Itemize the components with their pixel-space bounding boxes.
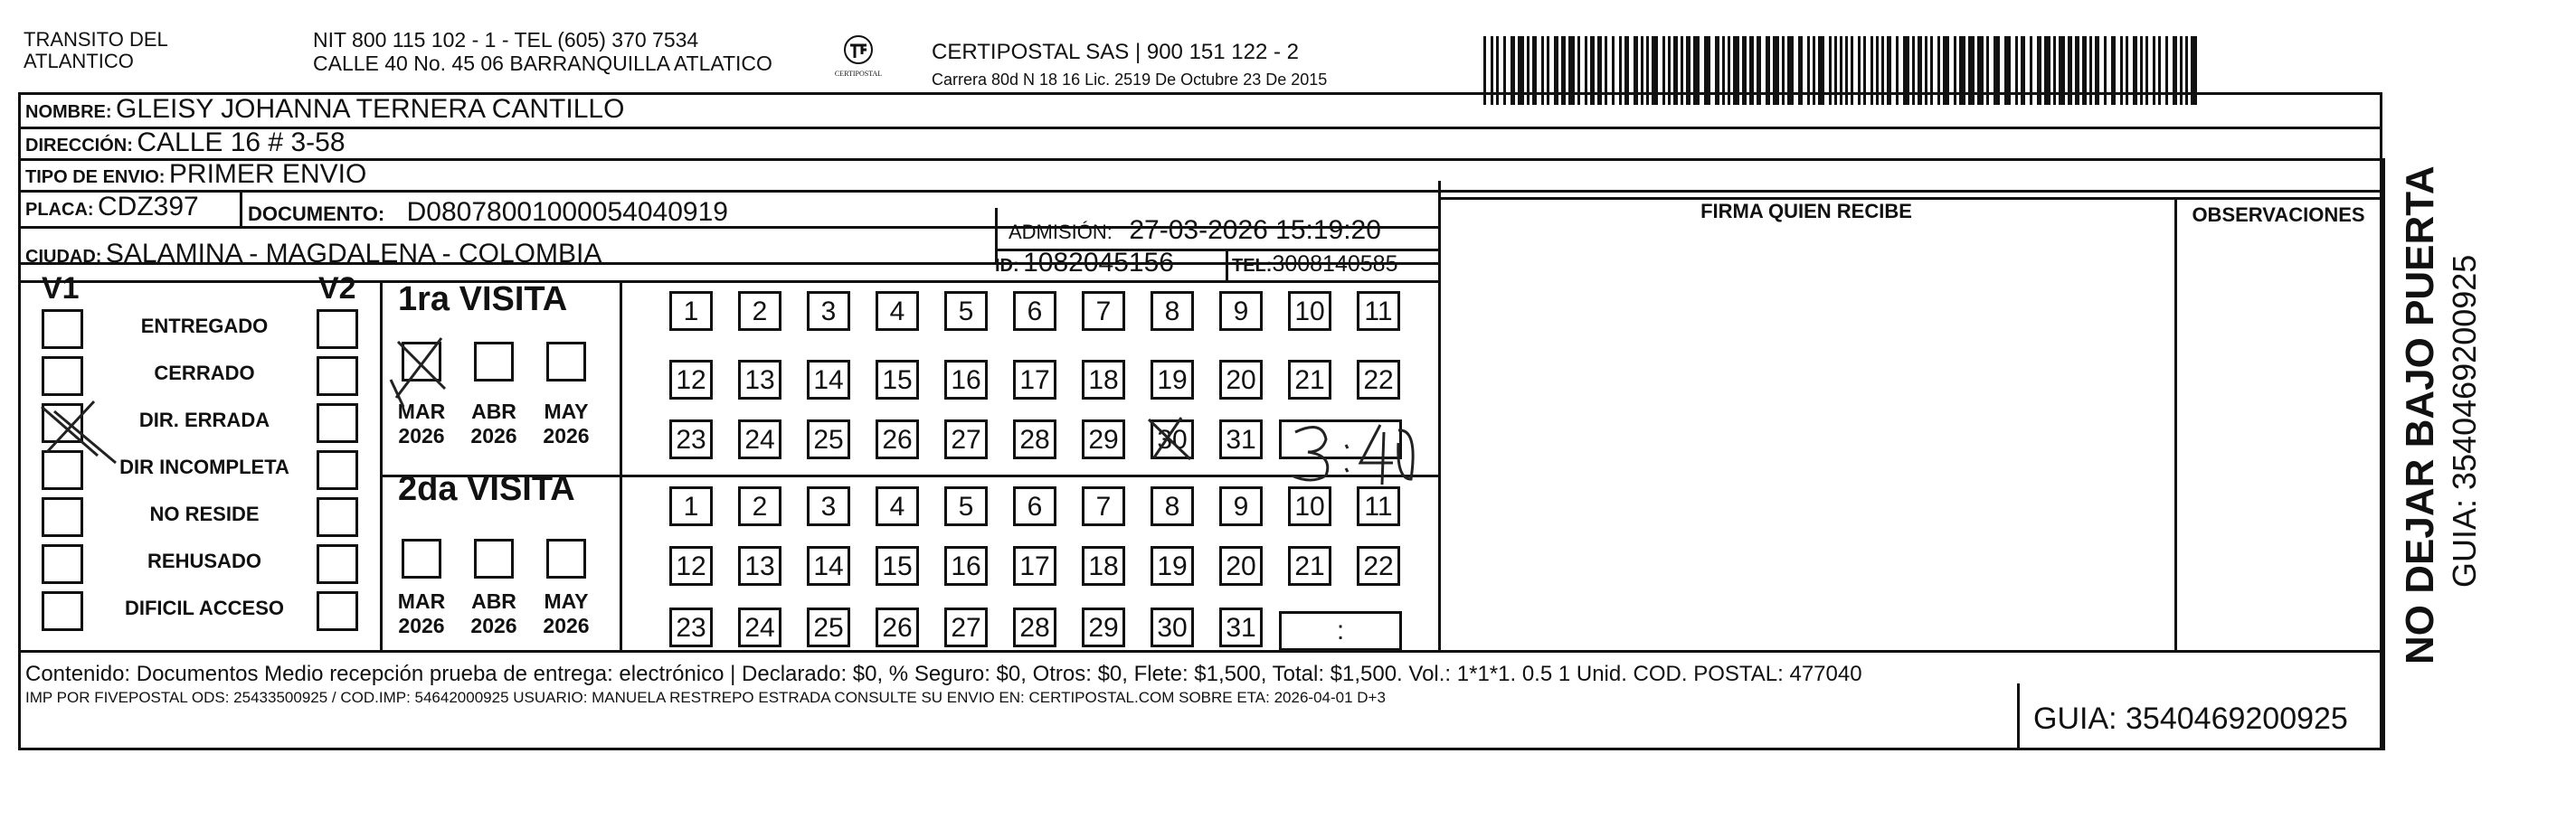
day-box-visit1[interactable]: 21	[1288, 360, 1331, 400]
admision-value: 27-03-2026 15:19:20	[1129, 215, 1381, 245]
day-box-visit1[interactable]: 29	[1082, 419, 1125, 459]
day-box-visit2[interactable]: 25	[807, 608, 850, 647]
reason-label: DIR. ERRADA	[138, 409, 270, 431]
day-box-visit2[interactable]: 9	[1219, 486, 1263, 526]
day-box-visit1[interactable]: 27	[944, 419, 988, 459]
v1-checkbox-5[interactable]	[42, 544, 83, 584]
v2-checkbox-1[interactable]	[317, 356, 358, 396]
day-box-visit1[interactable]: 2	[738, 291, 781, 331]
day-box-visit2[interactable]: 28	[1013, 608, 1056, 647]
reason-label: CERRADO	[154, 362, 255, 384]
month-year: 2026	[470, 424, 517, 447]
v1-checkbox-4[interactable]	[42, 497, 83, 537]
day-box-visit2[interactable]: 5	[944, 486, 988, 526]
v2-checkbox-5[interactable]	[317, 544, 358, 584]
v2-checkbox-6[interactable]	[317, 591, 358, 631]
side-warning	[2388, 163, 2505, 669]
day-box-visit2[interactable]: 11	[1357, 486, 1400, 526]
ciudad-label: CIUDAD:	[25, 247, 102, 267]
id-field	[995, 248, 1174, 278]
day-box-visit1[interactable]: 15	[876, 360, 919, 400]
direccion-label: DIRECCIÓN:	[25, 136, 133, 155]
day-box-visit1[interactable]: 23	[669, 419, 713, 459]
day-box-visit1[interactable]: 24	[738, 419, 781, 459]
day-box-visit1[interactable]: 22	[1357, 360, 1400, 400]
reason-label: NO RESIDE	[149, 503, 260, 525]
day-box-visit2[interactable]: 14	[807, 546, 850, 586]
day-box-visit1[interactable]: 17	[1013, 360, 1056, 400]
tipo-label: TIPO DE ENVIO:	[25, 167, 166, 187]
day-box-visit2[interactable]: 16	[944, 546, 988, 586]
placa-value: CDZ397	[98, 192, 199, 221]
direccion-field	[25, 127, 346, 158]
month-year: 2026	[470, 614, 517, 637]
day-box-visit1[interactable]: 16	[944, 360, 988, 400]
documento-field	[248, 197, 728, 228]
reason-label: ENTREGADO	[140, 315, 269, 337]
reason-label: DIR INCOMPLETA	[119, 456, 289, 478]
day-box-visit2[interactable]: 7	[1082, 486, 1125, 526]
v1-checkbox-1[interactable]	[42, 356, 83, 396]
documento-label: DOCUMENTO:	[248, 203, 385, 225]
v1-checkbox-2[interactable]	[42, 403, 83, 443]
month-label: MAY	[544, 589, 589, 613]
day-box-visit1[interactable]: 25	[807, 419, 850, 459]
logo-icon	[840, 34, 876, 65]
firma-area[interactable]	[1441, 228, 2172, 651]
day-box-visit2[interactable]: 4	[876, 486, 919, 526]
nit-line: NIT 800 115 102 - 1 - TEL (605) 370 7534	[313, 28, 699, 52]
month-year: 2026	[398, 614, 445, 637]
month-checkbox-visit1-1[interactable]	[474, 342, 514, 382]
day-box-visit1[interactable]: 26	[876, 419, 919, 459]
tipo-value: PRIMER ENVIO	[168, 159, 367, 189]
day-box-visit2[interactable]: 12	[669, 546, 713, 586]
nombre-label: NOMBRE:	[25, 102, 112, 122]
day-box-visit2[interactable]: 20	[1219, 546, 1263, 586]
day-box-visit2[interactable]: 19	[1151, 546, 1194, 586]
reason-label: REHUSADO	[147, 550, 261, 572]
v2-checkbox-0[interactable]	[317, 309, 358, 349]
id-value: 1082045156	[1023, 248, 1174, 278]
day-box-visit1[interactable]: 1	[669, 291, 713, 331]
day-box-visit2[interactable]: 27	[944, 608, 988, 647]
v1-checkbox-6[interactable]	[42, 591, 83, 631]
reason-label: DIFICIL ACCESO	[124, 597, 284, 619]
placa-field	[25, 192, 199, 222]
day-box-visit2[interactable]: 30	[1151, 608, 1194, 647]
firma-header: FIRMA QUIEN RECIBE	[1700, 200, 1912, 222]
visita-2-label: 2da VISITA	[398, 470, 575, 508]
admision-label: ADMISIÓN:	[1009, 221, 1113, 243]
month-year: 2026	[543, 614, 590, 637]
tipo-field	[25, 159, 366, 190]
month-year: 2026	[398, 424, 445, 447]
day-box-visit1[interactable]: 12	[669, 360, 713, 400]
day-box-visit1[interactable]: 13	[738, 360, 781, 400]
visita-1-label: 1ra VISITA	[398, 280, 568, 318]
guia-footer: GUIA: 3540469200925	[2033, 702, 2348, 736]
day-box-visit1[interactable]: 9	[1219, 291, 1263, 331]
admision-field	[1009, 215, 1381, 246]
day-box-visit2[interactable]: 15	[876, 546, 919, 586]
day-box-visit1[interactable]: 31	[1219, 419, 1263, 459]
v2-checkbox-3[interactable]	[317, 450, 358, 490]
month-label: MAR	[397, 589, 446, 613]
month-checkbox-visit1-0[interactable]	[402, 342, 441, 382]
month-checkbox-visit2-1[interactable]	[474, 539, 514, 579]
contenido-text: Contenido: Documentos Medio recepción prueba de entrega: electrónico | Declarado: $0, % Seguro: $0, Otros: $0, Flete: $1,500, Total: $1,500. Vol.: 1*1*1. 0.5 1 Unid. COD. POSTAL: 477040	[25, 662, 1862, 686]
time-box-visit1[interactable]	[1279, 419, 1402, 459]
nombre-field	[25, 94, 624, 125]
month-checkbox-visit2-0[interactable]	[402, 539, 441, 579]
observaciones-area[interactable]	[2177, 228, 2380, 651]
direccion-value: CALLE 16 # 3-58	[137, 127, 346, 157]
tel-field	[1232, 251, 1397, 278]
day-box-visit2[interactable]: 1	[669, 486, 713, 526]
no-dejar-bajo-puerta: NO DEJAR BAJO PUERTA	[2398, 165, 2442, 664]
day-box-visit2[interactable]: 3	[807, 486, 850, 526]
tel-value: 3008140585	[1272, 251, 1398, 277]
month-year: 2026	[543, 424, 590, 447]
courier-sub: Carrera 80d N 18 16 Lic. 2519 De Octubre 23 De 2015	[932, 71, 1328, 89]
v2-label: V2	[318, 271, 356, 306]
day-box-visit1[interactable]: 5	[944, 291, 988, 331]
day-box-visit1[interactable]: 4	[876, 291, 919, 331]
day-box-visit1[interactable]: 28	[1013, 419, 1056, 459]
day-box-visit1[interactable]: 11	[1357, 291, 1400, 331]
day-box-visit2[interactable]: 31	[1219, 608, 1263, 647]
v2-checkbox-2[interactable]	[317, 403, 358, 443]
nombre-value: GLEISY JOHANNA TERNERA CANTILLO	[116, 94, 625, 124]
ciudad-field	[25, 239, 601, 269]
company-name: TRANSITO DEL ATLANTICO	[24, 28, 168, 72]
day-box-visit1[interactable]: 14	[807, 360, 850, 400]
day-box-visit2[interactable]: 24	[738, 608, 781, 647]
id-label: ID:	[995, 256, 1019, 276]
time-box-visit2[interactable]: :	[1279, 611, 1402, 651]
month-checkbox-visit2-2[interactable]	[546, 539, 586, 579]
day-box-visit2[interactable]: 29	[1082, 608, 1125, 647]
day-box-visit1[interactable]: 3	[807, 291, 850, 331]
day-box-visit2[interactable]: 22	[1357, 546, 1400, 586]
month-label: ABR	[471, 589, 516, 613]
day-box-visit1[interactable]: 6	[1013, 291, 1056, 331]
observaciones-header: OBSERVACIONES	[2192, 203, 2365, 226]
day-box-visit1[interactable]: 7	[1082, 291, 1125, 331]
day-box-visit2[interactable]: 26	[876, 608, 919, 647]
tel-label: TEL:	[1232, 256, 1273, 276]
day-box-visit1[interactable]: 30	[1151, 419, 1194, 459]
side-guia: GUIA: 3540469200925	[2446, 254, 2483, 588]
day-box-visit1[interactable]: 8	[1151, 291, 1194, 331]
day-box-visit2[interactable]: 13	[738, 546, 781, 586]
day-box-visit2[interactable]: 18	[1082, 546, 1125, 586]
certipostal-logo	[818, 34, 899, 83]
day-box-visit2[interactable]: 23	[669, 608, 713, 647]
month-label: ABR	[471, 400, 516, 423]
v1-checkbox-0[interactable]	[42, 309, 83, 349]
day-box-visit1[interactable]: 20	[1219, 360, 1263, 400]
placa-label: PLACA:	[25, 200, 94, 220]
documento-value: D08078001000054040919	[406, 197, 728, 227]
day-box-visit2[interactable]: 10	[1288, 486, 1331, 526]
day-box-visit2[interactable]: 17	[1013, 546, 1056, 586]
day-box-visit2[interactable]: 6	[1013, 486, 1056, 526]
v1-checkbox-3[interactable]	[42, 450, 83, 490]
ciudad-value: SALAMINA - MAGDALENA - COLOMBIA	[105, 239, 602, 268]
month-label: MAR	[397, 400, 446, 423]
v1-label: V1	[42, 271, 80, 306]
month-checkbox-visit1-2[interactable]	[546, 342, 586, 382]
day-box-visit2[interactable]: 8	[1151, 486, 1194, 526]
month-label: MAY	[544, 400, 589, 423]
imp-text: IMP POR FIVEPOSTAL ODS: 25433500925 / COD.IMP: 54642000925 USUARIO: MANUELA RESTREPO ESTRADA CONSULTE SU ENVIO EN: CERTIPOSTAL.COM SOBRE ETA: 2026-04-01 D+3	[25, 689, 1386, 706]
logo-text: CERTIPOSTAL	[834, 70, 883, 78]
v2-checkbox-4[interactable]	[317, 497, 358, 537]
day-box-visit1[interactable]: 19	[1151, 360, 1194, 400]
day-box-visit1[interactable]: 18	[1082, 360, 1125, 400]
courier-line: CERTIPOSTAL SAS | 900 151 122 - 2	[932, 40, 1299, 64]
address-line: CALLE 40 No. 45 06 BARRANQUILLA ATLATICO	[313, 52, 772, 75]
day-box-visit1[interactable]: 10	[1288, 291, 1331, 331]
day-box-visit2[interactable]: 2	[738, 486, 781, 526]
day-box-visit2[interactable]: 21	[1288, 546, 1331, 586]
